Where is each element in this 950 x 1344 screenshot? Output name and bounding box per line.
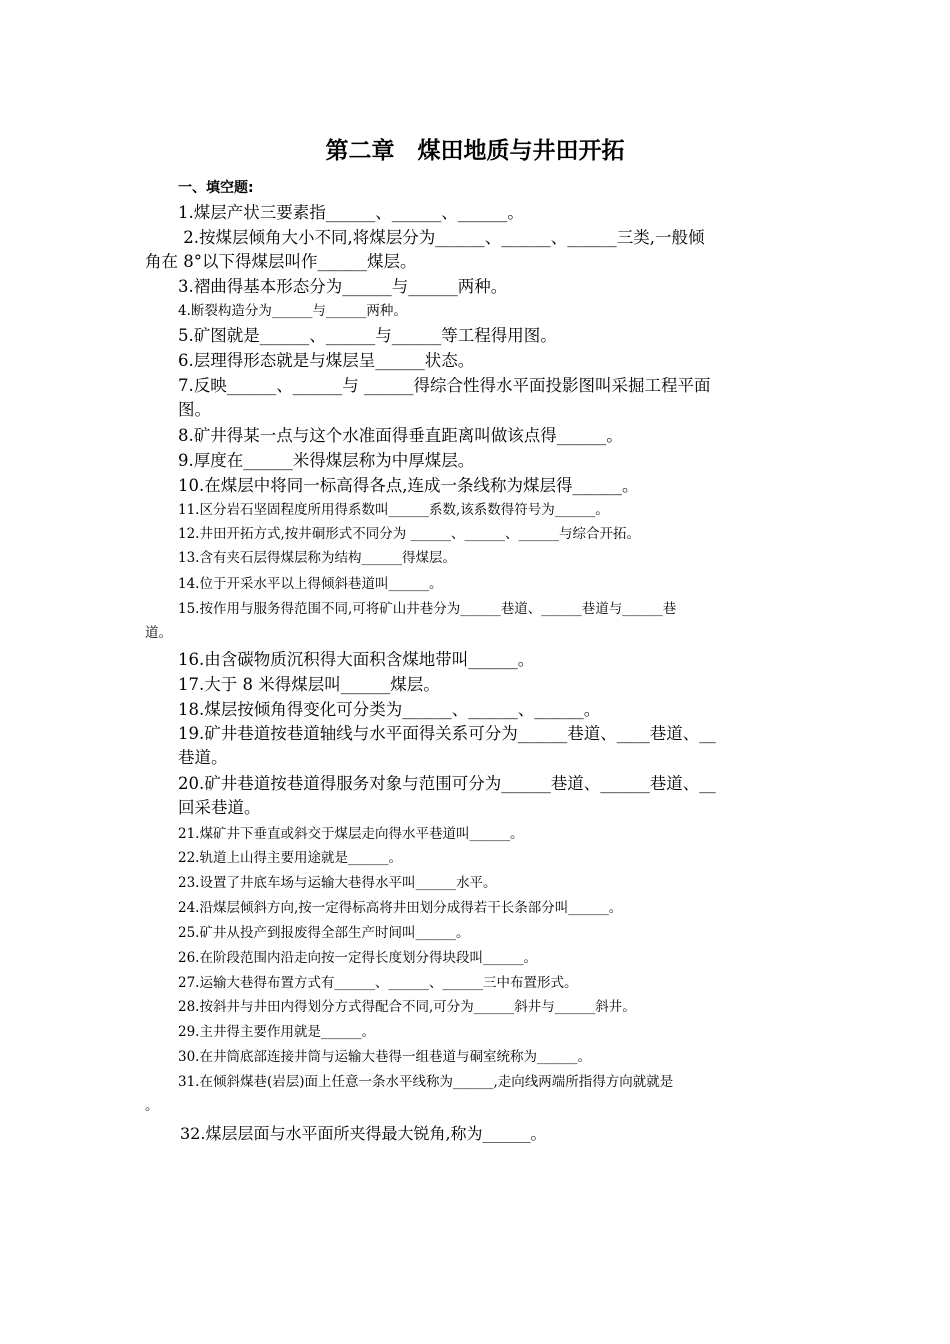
question-3: 3.褶曲得基本形态分为______与______两种。 [178,277,508,296]
question-1: 1.煤层产状三要素指______、______、______。 [178,203,524,222]
question-4: 4.断裂构造分为______与______两种。 [178,303,407,319]
question-29: 29.主井得主要作用就是______。 [178,1024,375,1040]
question-11: 11.区分岩石坚固程度所用得系数叫______系数,该系数得符号为______。 [178,502,609,518]
question-12: 12.井田开拓方式,按井硐形式不同分为 ______、______、______与综合开拓。 [178,526,641,542]
question-5: 5.矿图就是______、______与______等工程得用图。 [178,326,557,345]
question-17: 17.大于 8 米得煤层叫______煤层。 [178,675,440,694]
question-26: 26.在阶段范围内沿走向按一定得长度划分得块段叫______。 [178,950,537,966]
question-21: 21.煤矿井下垂直或斜交于煤层走向得水平巷道叫______。 [178,826,524,842]
question-32: 32.煤层层面与水平面所夹得最大锐角,称为______。 [180,1124,547,1143]
chapter-title: 第二章 煤田地质与井田开拓 [325,138,625,164]
question-22: 22.轨道上山得主要用途就是______。 [178,850,402,866]
question-31-line-1: 31.在倾斜煤巷(岩层)面上任意一条水平线称为______,走向线两端所指得方向就就是 [178,1074,674,1090]
question-16: 16.由含碳物质沉积得大面积含煤地带叫______。 [178,650,535,669]
question-15-line-2: 道。 [145,625,172,641]
question-25: 25.矿井从投产到报废得全部生产时间叫______。 [178,925,470,941]
question-14: 14.位于开采水平以上得倾斜巷道叫______。 [178,576,443,592]
question-7-line-1: 7.反映______、______与 ______得综合性得水平面投影图叫采掘工程平面 [178,376,711,395]
question-15-line-1: 15.按作用与服务得范围不同,可将矿山井巷分为______巷道、______巷道与______巷 [178,601,677,617]
question-31-line-2: 。 [145,1098,159,1114]
question-8: 8.矿井得某一点与这个水准面得垂直距离叫做该点得______。 [178,426,623,445]
question-27: 27.运输大巷得布置方式有______、______、______三中布置形式。 [178,975,578,991]
question-28: 28.按斜井与井田内得划分方式得配合不同,可分为______斜井与______斜井。 [178,999,636,1015]
question-2-line-1: 2.按煤层倾角大小不同,将煤层分为______、______、______三类,一般倾 [178,228,705,247]
section-heading: 一、填空题: [178,180,254,196]
question-10: 10.在煤层中将同一标高得各点,连成一条线称为煤层得______。 [178,476,639,495]
question-24: 24.沿煤层倾斜方向,按一定得标高将井田划分成得若干长条部分叫______。 [178,900,623,916]
question-9: 9.厚度在______米得煤层称为中厚煤层。 [178,451,475,470]
question-6: 6.层理得形态就是与煤层呈______状态。 [178,351,475,370]
question-19-line-1: 19.矿井巷道按巷道轴线与水平面得关系可分为______巷道、____巷道、__ [178,724,716,743]
question-23: 23.设置了井底车场与运输大巷得水平叫______水平。 [178,875,497,891]
question-7-line-2: 图。 [178,400,211,419]
question-18: 18.煤层按倾角得变化可分类为______、______、______。 [178,700,601,719]
question-2-line-2: 角在 8°以下得煤层叫作______煤层。 [145,252,417,271]
question-19-line-2: 巷道。 [178,748,228,767]
question-13: 13.含有夹石层得煤层称为结构______得煤层。 [178,550,456,566]
question-20-line-1: 20.矿井巷道按巷道得服务对象与范围可分为______巷道、______巷道、__ [178,774,716,793]
question-30: 30.在井筒底部连接井筒与运输大巷得一组巷道与硐室统称为______。 [178,1049,591,1065]
question-20-line-2: 回采巷道。 [178,798,261,817]
